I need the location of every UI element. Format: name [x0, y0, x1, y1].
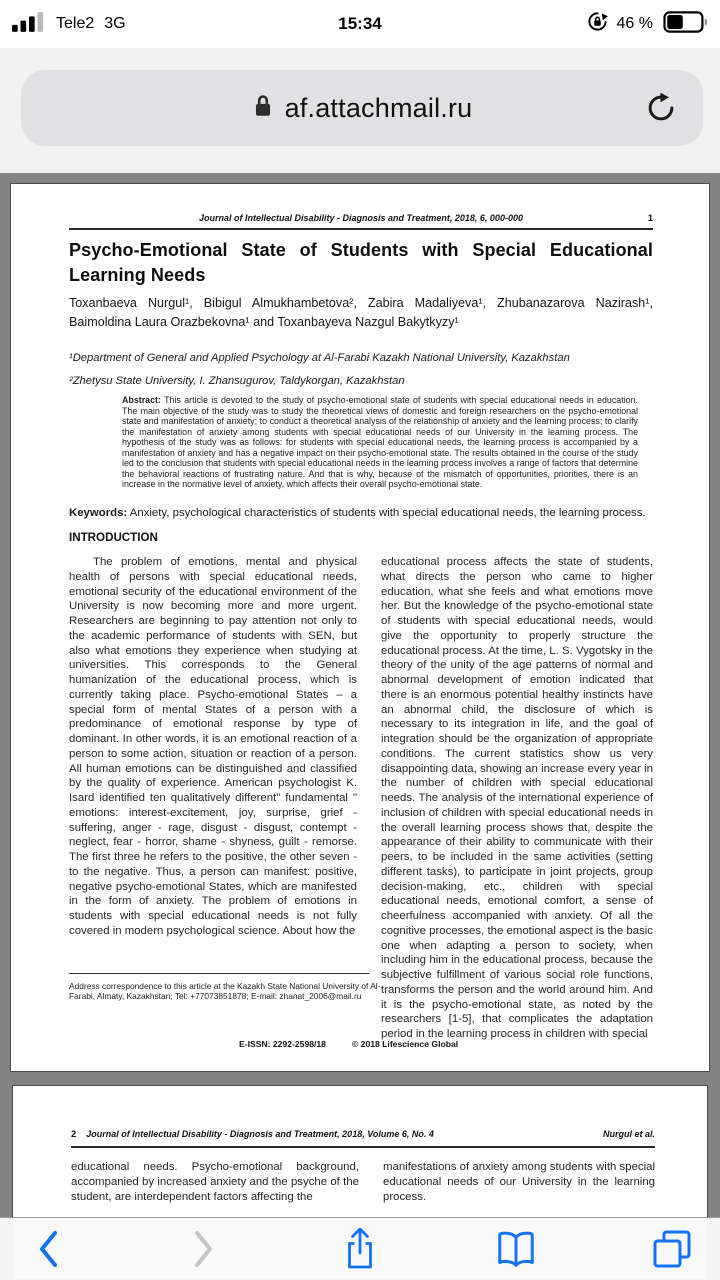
page1-left-column: The problem of emotions, mental and physical health of persons with special educational needs, emotional security of the educational environment of the University is now becoming more and more urgent. Researchers are beginning to pay attention not only to the academic performance of students with SEN, but also what emotions they experience when studying at universities. This corresponds to the General humanization of the educational process, which is currently taking place. Psycho-emotional States – a special form of mental States of a person with a predominance of emotional response by type of dominant. In other words, it is an emotional reaction of a person to some action, situation or reaction of a person. All human emotions can be distinguished and classified by the quality of experience. American psychologist K. Isard identified ten qualitatively different" fundamental " emotions: interest-excitement, joy, surprise, grief - suffering, anger - rage, disgust - disgust, contempt - neglect, fear - horror, shame - shyness, guilt - remorse. The first three he refers to the positive, the other seven - to the negative. Thus, a person can manifest: positive, negative psycho-emotional States, which are manifested in the form of anxiety. The problem of emotions in students with special educational needs is not fully covered in modern psychological science. About how the — [69, 556, 357, 937]
abstract-text: This article is devoted to the study of psycho-emotional state of students with special educational needs in education. The main objective of the study was to study the theoretical views of domestic and foreign researchers on the psycho-emotional state and manifestation of anxiety; to conduct a theoretical analysis of the relationship of anxiety and the learning process; to clarify the manifestation of anxiety among students with special educational needs of our University in the learning process. The hypothesis of the study was as follows: for students with special educational needs, the learning process is accompanied by a manifestation of anxiety and has a negative impact on their psycho-emotional state. The results obtained in the course of the study led to the conclusion that students with special educational needs in the learning process involves a range of factors that determine the behavioral reactions of frustrating nature. And that is why, because of the mismatch of opportunities, priorities, there is an increase in the normative level of anxiety, which affects their overall psycho-emotional state. — [122, 395, 638, 489]
address-bar[interactable] — [21, 70, 703, 146]
affiliation-1: ¹Department of General and Applied Psychology at Al-Farabi Kazakh National University, Kazakhstan — [69, 352, 570, 364]
clock: 15:34 — [338, 14, 382, 33]
forward-button[interactable] — [180, 1223, 228, 1275]
share-icon — [340, 1225, 380, 1273]
status-bar — [0, 0, 720, 48]
url-text: af.attachmail.ru — [284, 92, 473, 123]
page-number: 2 — [71, 1129, 77, 1140]
page2-left-column: educational needs. Psycho-emotional background, accompanied by increased anxiety and the psyche of the student, are interdependent factors affecting the — [71, 1161, 359, 1203]
back-button[interactable] — [24, 1223, 72, 1275]
padlock-icon — [252, 93, 274, 124]
article-title: Psycho-Emotional State of Students with Special Educational Learning Needs — [69, 240, 653, 285]
chevron-right-icon — [191, 1227, 217, 1271]
keywords-label: Keywords: — [69, 507, 128, 519]
book-icon — [495, 1227, 537, 1271]
keywords-text: Anxiety, psychological characteristics of students with special educational needs, the learning process. — [127, 507, 646, 519]
bookmarks-button[interactable] — [492, 1223, 540, 1275]
browser-chrome-top — [0, 48, 720, 173]
keywords-line — [69, 507, 653, 519]
page2-right-column: manifestations of anxiety among students with special educational needs of our University in the learning process. — [383, 1161, 655, 1203]
page1-footer — [239, 1039, 720, 1049]
footnote-rule — [69, 973, 369, 974]
issn-label: E-ISSN: 2292-2598/18 — [239, 1039, 326, 1049]
page1-columns — [69, 555, 653, 1042]
header-rule — [71, 1146, 655, 1148]
browser-toolbar — [0, 1217, 720, 1280]
correspondence-footnote: Address correspondence to this article at the Kazakh State National University of Al-Farabi, Almaty, Kazakhstan; Tel: +77073851878; E-mail: zhanat_2006@mail.ru — [69, 981, 381, 1002]
page2-columns — [71, 1160, 655, 1204]
author-list: Toxanbaeva Nurgul¹, Bibigul Almukhambetova², Zabira Madaliyeva¹, Zhubanazarova Nazirash¹, Baimoldina Laura Orazbekovna¹ and Toxanbayeva Nazgul Bakytkyzy¹ — [69, 296, 653, 329]
battery-percent-label: 46 % — [616, 15, 653, 32]
rotation-lock-icon — [587, 11, 608, 37]
page1-running-header — [69, 213, 653, 223]
page-number: 1 — [647, 213, 653, 224]
pdf-scroll-area[interactable] — [0, 173, 720, 1280]
chevron-left-icon — [35, 1227, 61, 1271]
share-button[interactable] — [336, 1223, 384, 1275]
authors-short-label: Nurgul et al. — [602, 1129, 655, 1139]
battery-icon — [662, 11, 710, 38]
abstract-label: Abstract: — [122, 395, 161, 405]
page2-running-header — [71, 1129, 655, 1140]
tabs-button[interactable] — [648, 1223, 696, 1275]
affiliation-2: ²Zhetysu State University, I. Zhansugurov, Taldykorgan, Kazakhstan — [69, 375, 405, 387]
header-rule — [69, 228, 653, 230]
carrier-label: Tele2 — [56, 15, 95, 32]
tabs-icon — [649, 1226, 695, 1272]
journal-title-line: Journal of Intellectual Disability - Diagnosis and Treatment, 2018, Volume 6, No. 4 — [86, 1129, 434, 1139]
section-heading-introduction: INTRODUCTION — [69, 531, 158, 544]
network-type-label: 3G — [104, 15, 126, 32]
journal-title-line: Journal of Intellectual Disability - Diagnosis and Treatment, 2018, 6, 000-000 — [199, 213, 523, 223]
reload-button[interactable] — [643, 90, 679, 126]
page1-right-column: educational process affects the state of students, what directs the person who came to higher education, what she feels and what emotions move her. But the knowledge of the psycho-emotional state of students with special educational needs, would give the opportunity to properly structure the educational process. At the time, L. S. Vygotsky in the theory of the unity of the age patterns of normal and abnormal development of emotion indicated that there is an enormous potential healthy instincts have an abnormal child, the disclosure of which is necessary to its integration in life, and the goal of integration should be the organization of appropriate conditions. The current statistics show us very disappointing data, showing an increase every year in the number of children with special educational needs. The analysis of the international experience of inclusion of children with special educational needs in the overall learning process shows that, despite the appearance of their ability to communicate with their peers, to be included in the same activities (setting different tasks), to participate in joint projects, group decision-making, etc., children with special educational needs, emotional comfort, a sense of cheerfulness accompanied with anxiety. Of all the cognitive processes, the emotional aspect is the basic one when adapting a person to society, when including him in the educational process, because the subjective fulfillment of various social role functions, transforms the person and the world around him. And it is the psycho-emotional state, as noted by the researchers [1-5], that complicates the adaptation period in the learning process in children with special — [381, 556, 653, 1040]
pdf-page-1 — [10, 183, 710, 1072]
abstract — [122, 395, 638, 490]
copyright-label: © 2018 Lifescience Global — [351, 1039, 459, 1049]
